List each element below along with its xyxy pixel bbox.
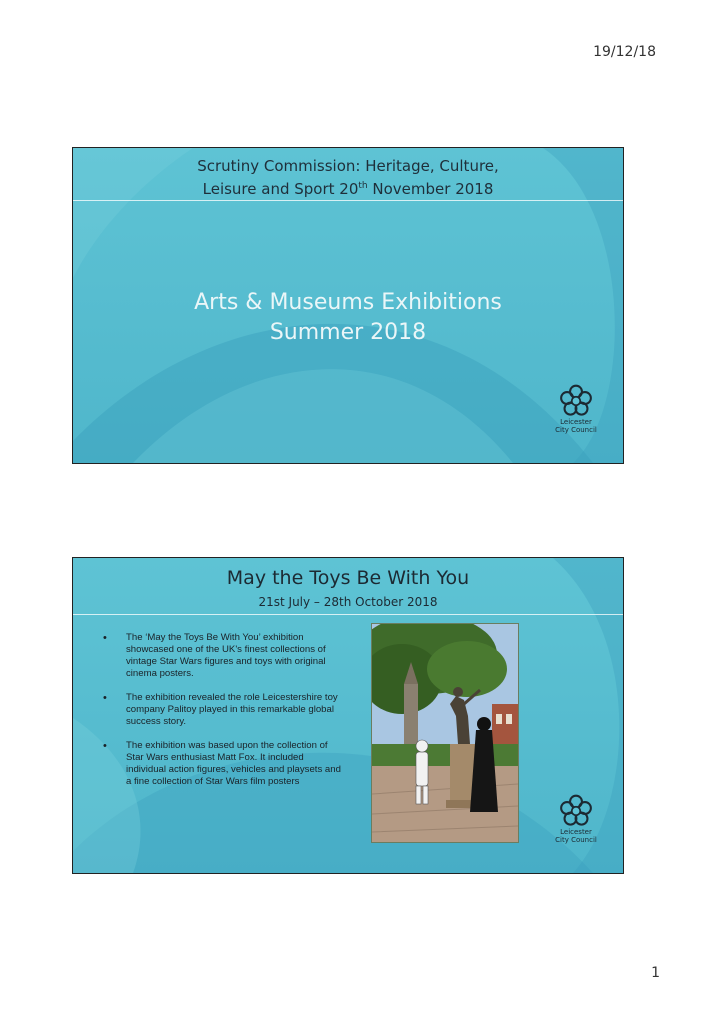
logo-text-line1: Leicester [560,418,592,426]
council-logo [554,384,598,434]
bullet-item: • The ‘May the Toys Be With You’ exhibition showcased one of the UK's finest collections of vintage Star Wars figures and toys with original cinema posters. [103,632,343,680]
leicester-rose-icon [559,794,593,828]
slide-exhibition [72,557,624,874]
header-divider [73,200,623,201]
logo-text-line2: City Council [555,836,597,844]
slide-title-text: May the Toys Be With You [226,567,470,589]
presentation-title-line2: Summer 2018 [269,320,427,345]
meeting-header-line1: Scrutiny Commission: Heritage, Culture, [197,157,499,175]
meeting-header-line2: Leisure and Sport 20th November 2018 [202,180,494,198]
council-logo [554,794,598,844]
bullet-list [103,632,343,800]
presentation-title-line1: Arts & Museums Exhibitions [194,290,502,315]
leicester-rose-icon [559,384,593,418]
bullet-item: • The exhibition was based upon the collection of Star Wars enthusiast Matt Fox. It included individual action figures, vehicles and playsets and a fine collection of Star Wars film posters [103,740,343,788]
page-number: 1 [651,965,660,981]
presentation-title [73,288,623,348]
bullet-item: • The exhibition revealed the role Leicestershire toy company Palitoy played in this remarkable global success story. [103,692,343,728]
meeting-header [73,156,623,199]
logo-text-line2: City Council [555,426,597,434]
statue-photo-illustration [372,624,518,842]
document-date: 19/12/18 [593,44,656,60]
exhibition-photo [371,623,519,843]
exhibition-dates: 21st July – 28th October 2018 [258,595,438,609]
logo-text-line1: Leicester [560,828,592,836]
slide-title [72,147,624,464]
header-divider [73,614,623,615]
